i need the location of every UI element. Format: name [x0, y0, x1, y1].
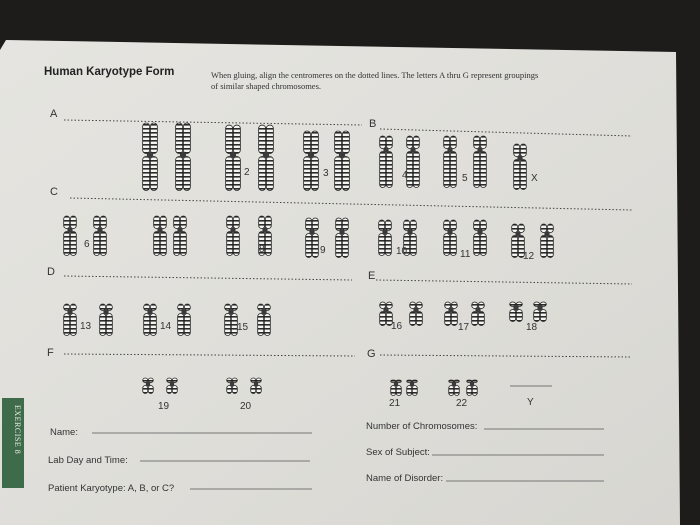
- chromosome-18-b-icon: [534, 302, 547, 322]
- disorder-field-label: Name of Disorder:: [366, 473, 444, 484]
- chromosome-5-b-icon: [474, 136, 487, 188]
- chromosome-9-a-icon: [306, 218, 319, 258]
- group-label-e: E: [368, 270, 376, 282]
- chromosome-22-a-icon: [449, 380, 460, 396]
- chromosome-number-18: 18: [526, 322, 538, 333]
- chromosome-2-b-icon: [259, 125, 274, 191]
- group-label-b: B: [369, 118, 377, 130]
- chromosome-19-b-icon: [167, 378, 178, 394]
- instructions-line-1: When gluing, align the centromeres on the dotted lines. The letters A thru G represent groupings: [211, 70, 539, 80]
- group-label-f: F: [47, 347, 54, 359]
- chromosome-1-b-icon: [176, 123, 191, 191]
- form-title: Human Karyotype Form: [44, 66, 175, 78]
- chromosome-7-b-icon: [174, 216, 187, 256]
- chromosome-number-13: 13: [80, 321, 92, 332]
- group-label-a: A: [50, 108, 58, 120]
- group-label-g: G: [367, 348, 376, 360]
- chromosome-8-a-icon: [227, 216, 240, 256]
- chromosome-1-a-icon: [143, 123, 158, 191]
- group-label-d: D: [47, 266, 55, 278]
- sex-field-label: Sex of Subject:: [366, 447, 430, 458]
- group-label-c: C: [50, 186, 58, 198]
- exercise-tab-label: EXERCISE 8: [13, 405, 22, 455]
- chromosome-number-20: 20: [240, 401, 252, 412]
- chromosome-12-b-icon: [541, 224, 554, 258]
- chromosome-number-22: 22: [456, 398, 468, 409]
- chromosome-number-21: 21: [389, 398, 401, 409]
- chromosome-17-a-icon: [445, 302, 458, 326]
- chromosome-number-11: 11: [460, 249, 471, 260]
- page-number: 99: [8, 505, 15, 513]
- chromosome-6-a-icon: [64, 216, 77, 256]
- chromosome-4-b-icon: [407, 136, 420, 188]
- chromosome-11-a-icon: [444, 220, 457, 256]
- chromosome-20-a-icon: [227, 378, 238, 394]
- chromosome-number-x: X: [531, 173, 538, 184]
- chromosome-11-b-icon: [474, 220, 487, 256]
- chromosome-number-8: 8: [259, 244, 265, 255]
- chromosome-number-2: 2: [244, 167, 250, 178]
- chromosome-5-a-icon: [444, 136, 457, 188]
- chromosome-17-b-icon: [472, 302, 485, 326]
- chromosome-19-a-icon: [143, 378, 154, 394]
- chromosome-4-a-icon: [380, 136, 393, 188]
- chromosome-16-b-icon: [410, 302, 423, 326]
- chromosome-label-y: Y: [527, 397, 534, 408]
- chromosome-number-16: 16: [391, 321, 403, 332]
- chromosome-21-b-icon: [407, 380, 418, 396]
- chromosome-number-3: 3: [323, 168, 329, 179]
- chromosome-number-19: 19: [158, 401, 170, 412]
- chromosome-7-a-icon: [154, 216, 167, 256]
- name-field-label: Name:: [50, 427, 78, 438]
- chromosome-x-icon: [514, 144, 527, 190]
- patient-karyotype-field-label: Patient Karyotype: A, B, or C?: [48, 483, 175, 494]
- chromosome-6-b-icon: [94, 216, 107, 256]
- chromosome-number-15: 15: [237, 322, 249, 333]
- chromosome-number-10: 10: [396, 246, 408, 257]
- chromosome-10-a-icon: [379, 220, 392, 256]
- instructions-line-2: of similar shaped chromosomes.: [211, 81, 322, 91]
- chromosome-number-12: 12: [523, 251, 535, 262]
- chromosome-3-b-icon: [335, 131, 350, 191]
- chromosome-20-b-icon: [251, 378, 262, 394]
- chromosome-21-a-icon: [391, 380, 402, 396]
- lab-day-field-label: Lab Day and Time:: [48, 455, 128, 466]
- chromosome-18-a-icon: [510, 302, 523, 322]
- chromosome-number-5: 5: [462, 173, 468, 184]
- chromosome-2-a-icon: [226, 125, 241, 191]
- chromosome-number-14: 14: [160, 321, 172, 332]
- chromosome-3-a-icon: [304, 131, 319, 191]
- chromosome-number-9: 9: [320, 245, 326, 256]
- chromosome-22-b-icon: [467, 380, 478, 396]
- chromosome-number-6: 6: [84, 239, 90, 250]
- chromosome-number-4: 4: [402, 170, 408, 181]
- chromosome-number-17: 17: [458, 322, 470, 333]
- chromosome-9-b-icon: [336, 218, 349, 258]
- num-chromosomes-field-label: Number of Chromosomes:: [366, 421, 478, 432]
